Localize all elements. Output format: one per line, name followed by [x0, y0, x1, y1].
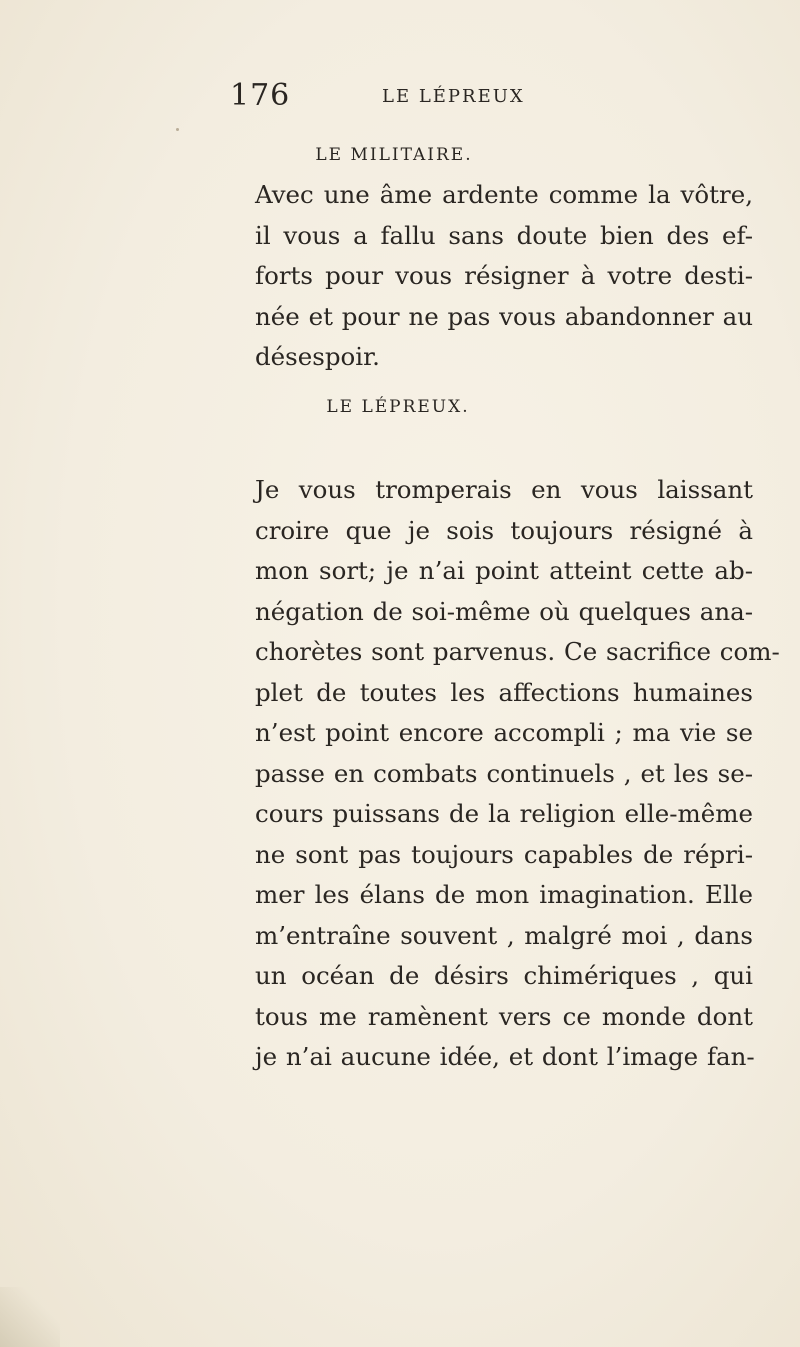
text-line: passe en combats continuels , et les se-: [255, 758, 753, 788]
text-line: mon sort; je n’ai point atteint cette ab-: [255, 556, 753, 585]
text-line: chorètes sont parvenus. Ce sacrifice com-: [255, 637, 780, 666]
text-line: négation de soi-même où quelques ana-: [255, 596, 753, 626]
dialogue-paragraph: [255, 470, 780, 1078]
text-line: ne sont pas toujours capables de répri-: [255, 839, 753, 869]
page-header: [230, 78, 630, 118]
text-line: Je vous tromperais en vous laissant: [255, 475, 753, 504]
text-line: plet de toutes les affections humaines: [255, 677, 753, 707]
running-title: LE LÉPREUX: [382, 86, 525, 107]
text-line: n’est point encore accompli ; ma vie se: [255, 718, 753, 747]
speaker-label: LE MILITAIRE.: [315, 145, 473, 165]
text-line: désespoir.: [255, 342, 380, 371]
text-line: tous me ramènent vers ce monde dont: [255, 1001, 753, 1031]
text-line: croire que je sois toujours résigné à: [255, 515, 753, 545]
text-line: un océan de désirs chimériques , qui: [255, 961, 753, 990]
text-line: cours puissans de la religion elle-même: [255, 799, 753, 828]
text-line: je n’ai aucune idée, et dont l’image fan-: [255, 1042, 755, 1071]
page-corner-shadow: [0, 1287, 60, 1347]
text-line: Avec une âme ardente comme la vôtre,: [255, 180, 753, 209]
speaker-label: LE LÉPREUX.: [326, 397, 470, 417]
text-line: forts pour vous résigner à votre desti-: [255, 261, 753, 290]
text-line: née et pour ne pas vous abandonner au: [255, 301, 753, 331]
page-number: 176: [230, 78, 291, 113]
text-line: m’entraîne souvent , malgré moi , dans: [255, 920, 753, 950]
text-line: mer les élans de mon imagination. Elle: [255, 880, 753, 909]
dialogue-paragraph: [255, 175, 753, 378]
paper-speck: [176, 128, 179, 131]
text-line: il vous a fallu sans doute bien des ef-: [255, 220, 753, 250]
